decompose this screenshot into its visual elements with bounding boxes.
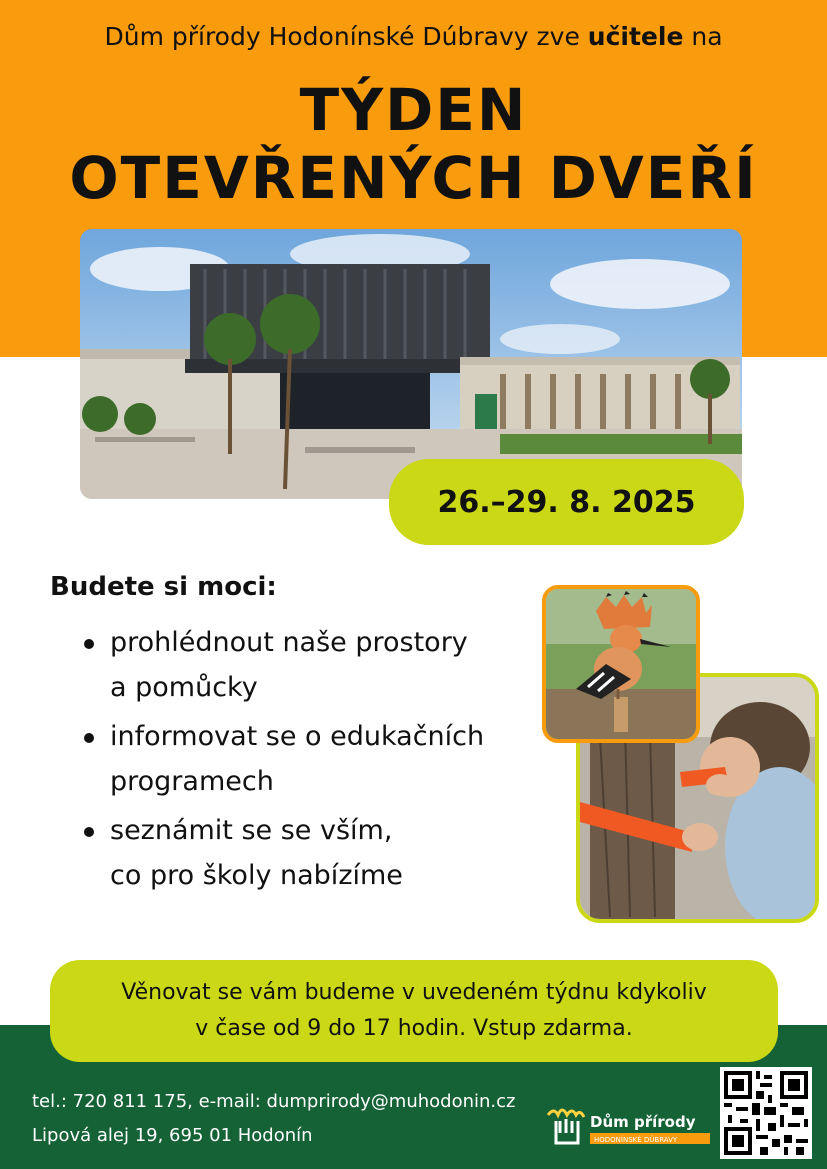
contact-phone-email: tel.: 720 811 175, e-mail: dumprirody@muhodonin.cz (32, 1091, 516, 1112)
contact-info (32, 1085, 516, 1153)
hoopoe-illustration (546, 589, 696, 739)
event-title-line1: TÝDEN (299, 76, 528, 144)
event-date-badge: 26.–29. 8. 2025 (389, 459, 744, 545)
benefits-heading: Budete si moci: (50, 572, 277, 602)
intro-line: Dům přírody Hodonínské Dúbravy zve učitele na (104, 22, 723, 51)
logo-subtitle: HODONÍNSKÉ DÚBRAVY (594, 1136, 678, 1144)
list-item: seznámit se se vším, co pro školy nabízíme (80, 808, 550, 898)
benefits-list (80, 620, 550, 902)
hoopoe-photo (542, 585, 700, 743)
qr-code (720, 1067, 812, 1159)
visiting-info-line2: v čase od 9 do 17 hodin. Vstup zdarma. (195, 1016, 633, 1041)
list-item: prohlédnout naše prostory a pomůcky (80, 620, 550, 710)
dum-prirody-logo (546, 1103, 718, 1149)
visiting-info-line1: Věnovat se vám budeme v uvedeném týdnu kdykoliv (121, 980, 707, 1005)
event-title (0, 76, 827, 212)
logo-name: Dům přírody (590, 1113, 696, 1131)
hand-logo-icon (546, 1103, 718, 1149)
contact-address: Lipová alej 19, 695 01 Hodonín (32, 1125, 313, 1146)
qr-code-icon (720, 1067, 812, 1159)
list-item: informovat se o edukačních programech (80, 714, 550, 804)
visiting-info-banner (50, 960, 778, 1062)
event-title-line2: OTEVŘENÝCH DVEŘÍ (69, 144, 758, 212)
